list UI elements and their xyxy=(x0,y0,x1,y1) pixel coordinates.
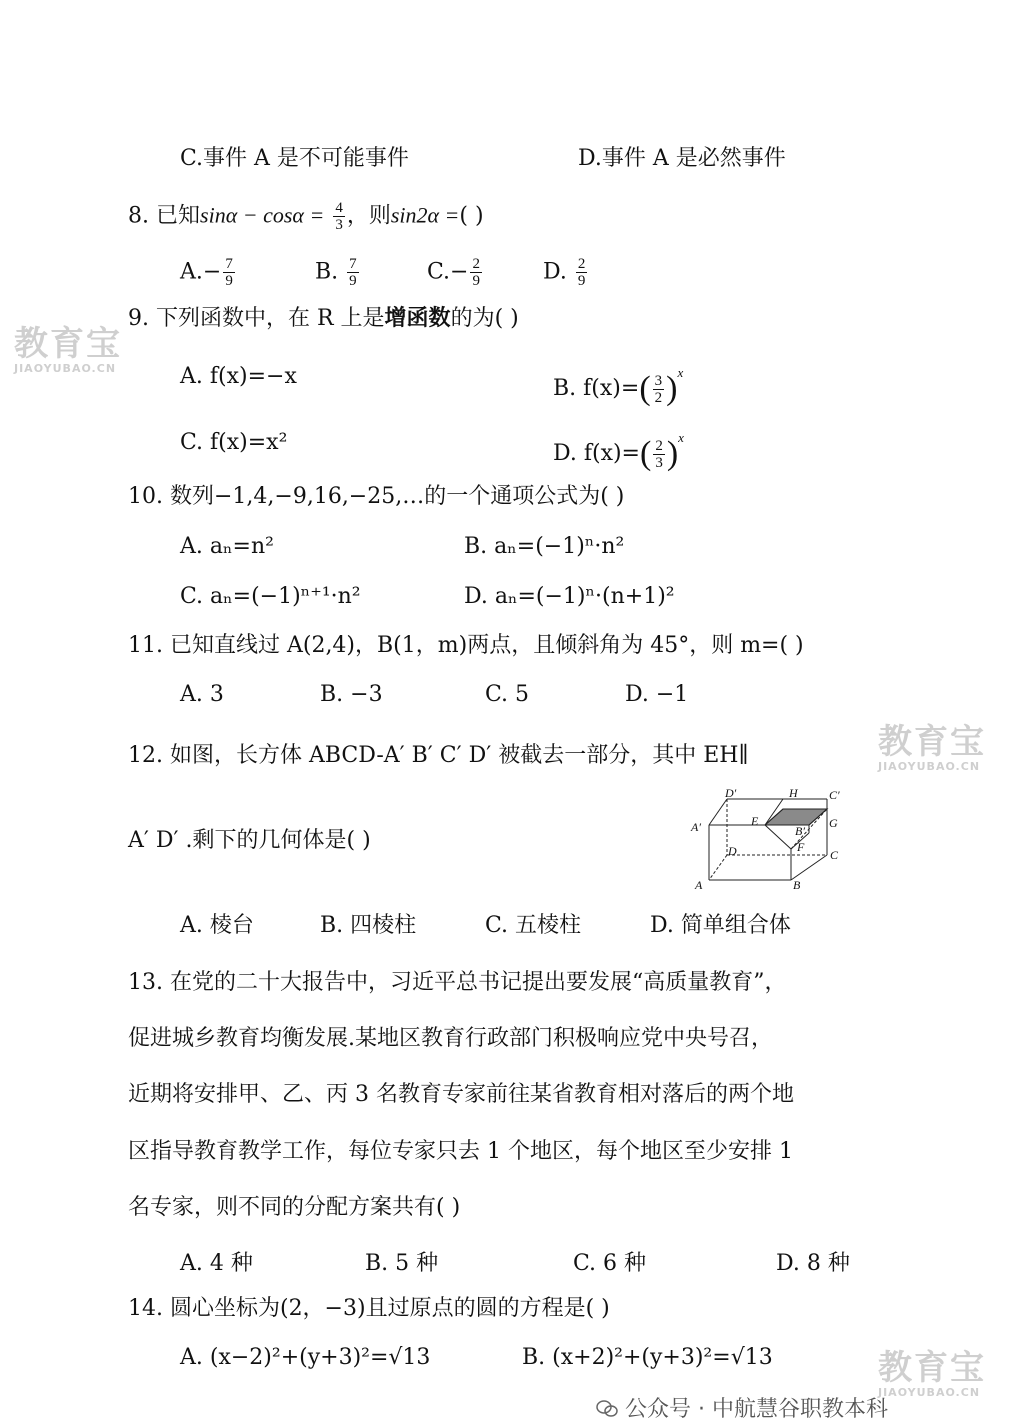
q12-label-e: E xyxy=(751,814,759,828)
q12-label-b: B xyxy=(793,878,801,892)
q12-option-a: A. 棱台 xyxy=(180,913,254,938)
q14-option-b: B. (x+2)²+(y+3)²=√13 xyxy=(522,1345,773,1370)
q12-option-d: D. 简单组合体 xyxy=(650,913,791,938)
wechat-icon xyxy=(596,1399,618,1417)
q13-line4: 区指导教育教学工作，每位专家只去 1 个地区，每个地区至少安排 1 xyxy=(128,1139,793,1164)
q9-option-d: D. f(x)=( $\frac{2}{3}$ )$^x$ xyxy=(553,430,684,472)
q8-option-c: C.− $\frac{2}{9}$ xyxy=(427,256,480,289)
q11-option-d: D. −1 xyxy=(625,682,689,707)
q11-option-b: B. −3 xyxy=(320,682,383,707)
footer-account: 公众号 · 中航慧谷职教本科 xyxy=(596,1392,888,1423)
watermark-right: 教育宝 JIAOYUBAO.CN xyxy=(878,722,986,773)
q12-label-cprime: C′ xyxy=(829,788,840,802)
q9-option-a: A. f(x)=−x xyxy=(180,364,297,389)
q10-stem: 10. 数列−1,4,−9,16,−25,…的一个通项公式为( ) xyxy=(128,484,625,509)
q10-option-c: C. aₙ=(−1)ⁿ⁺¹·n² xyxy=(180,584,361,609)
q12-label-a: A xyxy=(695,878,703,892)
q13-line1: 13. 在党的二十大报告中，习近平总书记提出要发展“高质量教育”， xyxy=(128,970,787,995)
q8-stem xyxy=(128,200,484,233)
q10-option-d: D. aₙ=(−1)ⁿ·(n+1)² xyxy=(464,584,675,609)
q12-option-b: B. 四棱柱 xyxy=(320,913,417,938)
q8-expr: sinα − cosα = xyxy=(200,202,325,228)
q8-fraction: $\frac{4}{3}$ xyxy=(335,200,343,233)
q10-option-a: A. aₙ=n² xyxy=(180,534,274,559)
q11-option-c: C. 5 xyxy=(485,682,530,707)
q9-stem-bold: 增函数 xyxy=(384,305,451,331)
q12-stem-line1: 12. 如图，长方体 ABCD-A′ B′ C′ D′ 被截去一部分，其中 EH∥ xyxy=(128,743,749,768)
q8-number: 8. xyxy=(128,203,149,229)
q8-stem-mid: ，则 xyxy=(346,203,391,229)
q13-option-d: D. 8 种 xyxy=(776,1251,850,1276)
q12-cuboid-figure xyxy=(685,785,845,893)
q11-option-a: A. 3 xyxy=(180,682,224,707)
q13-line5: 名专家，则不同的分配方案共有( ) xyxy=(128,1195,461,1220)
q8-option-b: B. $\frac{7}{9}$ xyxy=(315,256,357,289)
q12-stem-line2: A′ D′ .剩下的几何体是( ) xyxy=(128,828,371,853)
q9-option-b: B. f(x)=( $\frac{3}{2}$ )$^x$ xyxy=(553,365,684,407)
q9-stem: 9. 下列函数中，在 R 上是增函数的为( ) xyxy=(128,305,519,331)
q12-label-bprime: B′ xyxy=(795,824,805,838)
q13-option-a: A. 4 种 xyxy=(180,1251,253,1276)
q10-option-b: B. aₙ=(−1)ⁿ·n² xyxy=(464,534,625,559)
q12-label-dprime: D′ xyxy=(725,786,737,800)
q12-label-c: C xyxy=(830,848,839,862)
q13-line3: 近期将安排甲、乙、丙 3 名教育专家前往某省教育相对落后的两个地 xyxy=(128,1082,794,1107)
q14-stem: 14. 圆心坐标为(2，−3)且过原点的圆的方程是( ) xyxy=(128,1296,610,1321)
watermark-bottom: 教育宝 JIAOYUBAO.CN xyxy=(878,1348,986,1399)
q12-label-g: G xyxy=(829,816,838,830)
q8-expr2: sin2α = xyxy=(390,202,460,228)
watermark-left: 教育宝 JIAOYUBAO.CN xyxy=(14,324,122,375)
q12-label-d: D xyxy=(728,844,737,858)
q14-option-a: A. (x−2)²+(y+3)²=√13 xyxy=(180,1345,431,1370)
q8-option-a: A.− $\frac{7}{9}$ xyxy=(180,256,233,289)
q8-stem-pre: 已知 xyxy=(156,203,201,229)
q12-label-aprime: A′ xyxy=(691,820,701,834)
q7-option-c: C.事件 A 是不可能事件 xyxy=(180,146,409,171)
q12-label-h: H xyxy=(789,786,798,800)
q13-option-c: C. 6 种 xyxy=(573,1251,647,1276)
q12-option-c: C. 五棱柱 xyxy=(485,913,582,938)
q12-label-f: F xyxy=(797,840,805,854)
q9-option-c: C. f(x)=x² xyxy=(180,430,288,455)
q13-line2: 促进城乡教育均衡发展.某地区教育行政部门积极响应党中央号召， xyxy=(128,1026,773,1051)
q8-stem-post: ( ) xyxy=(459,203,484,229)
q8-option-d: D. $\frac{2}{9}$ xyxy=(543,256,586,289)
q13-option-b: B. 5 种 xyxy=(365,1251,439,1276)
q7-option-d: D.事件 A 是必然事件 xyxy=(578,146,786,171)
q11-stem: 11. 已知直线过 A(2,4)，B(1，m)两点，且倾斜角为 45°，则 m=( ) xyxy=(128,633,804,658)
